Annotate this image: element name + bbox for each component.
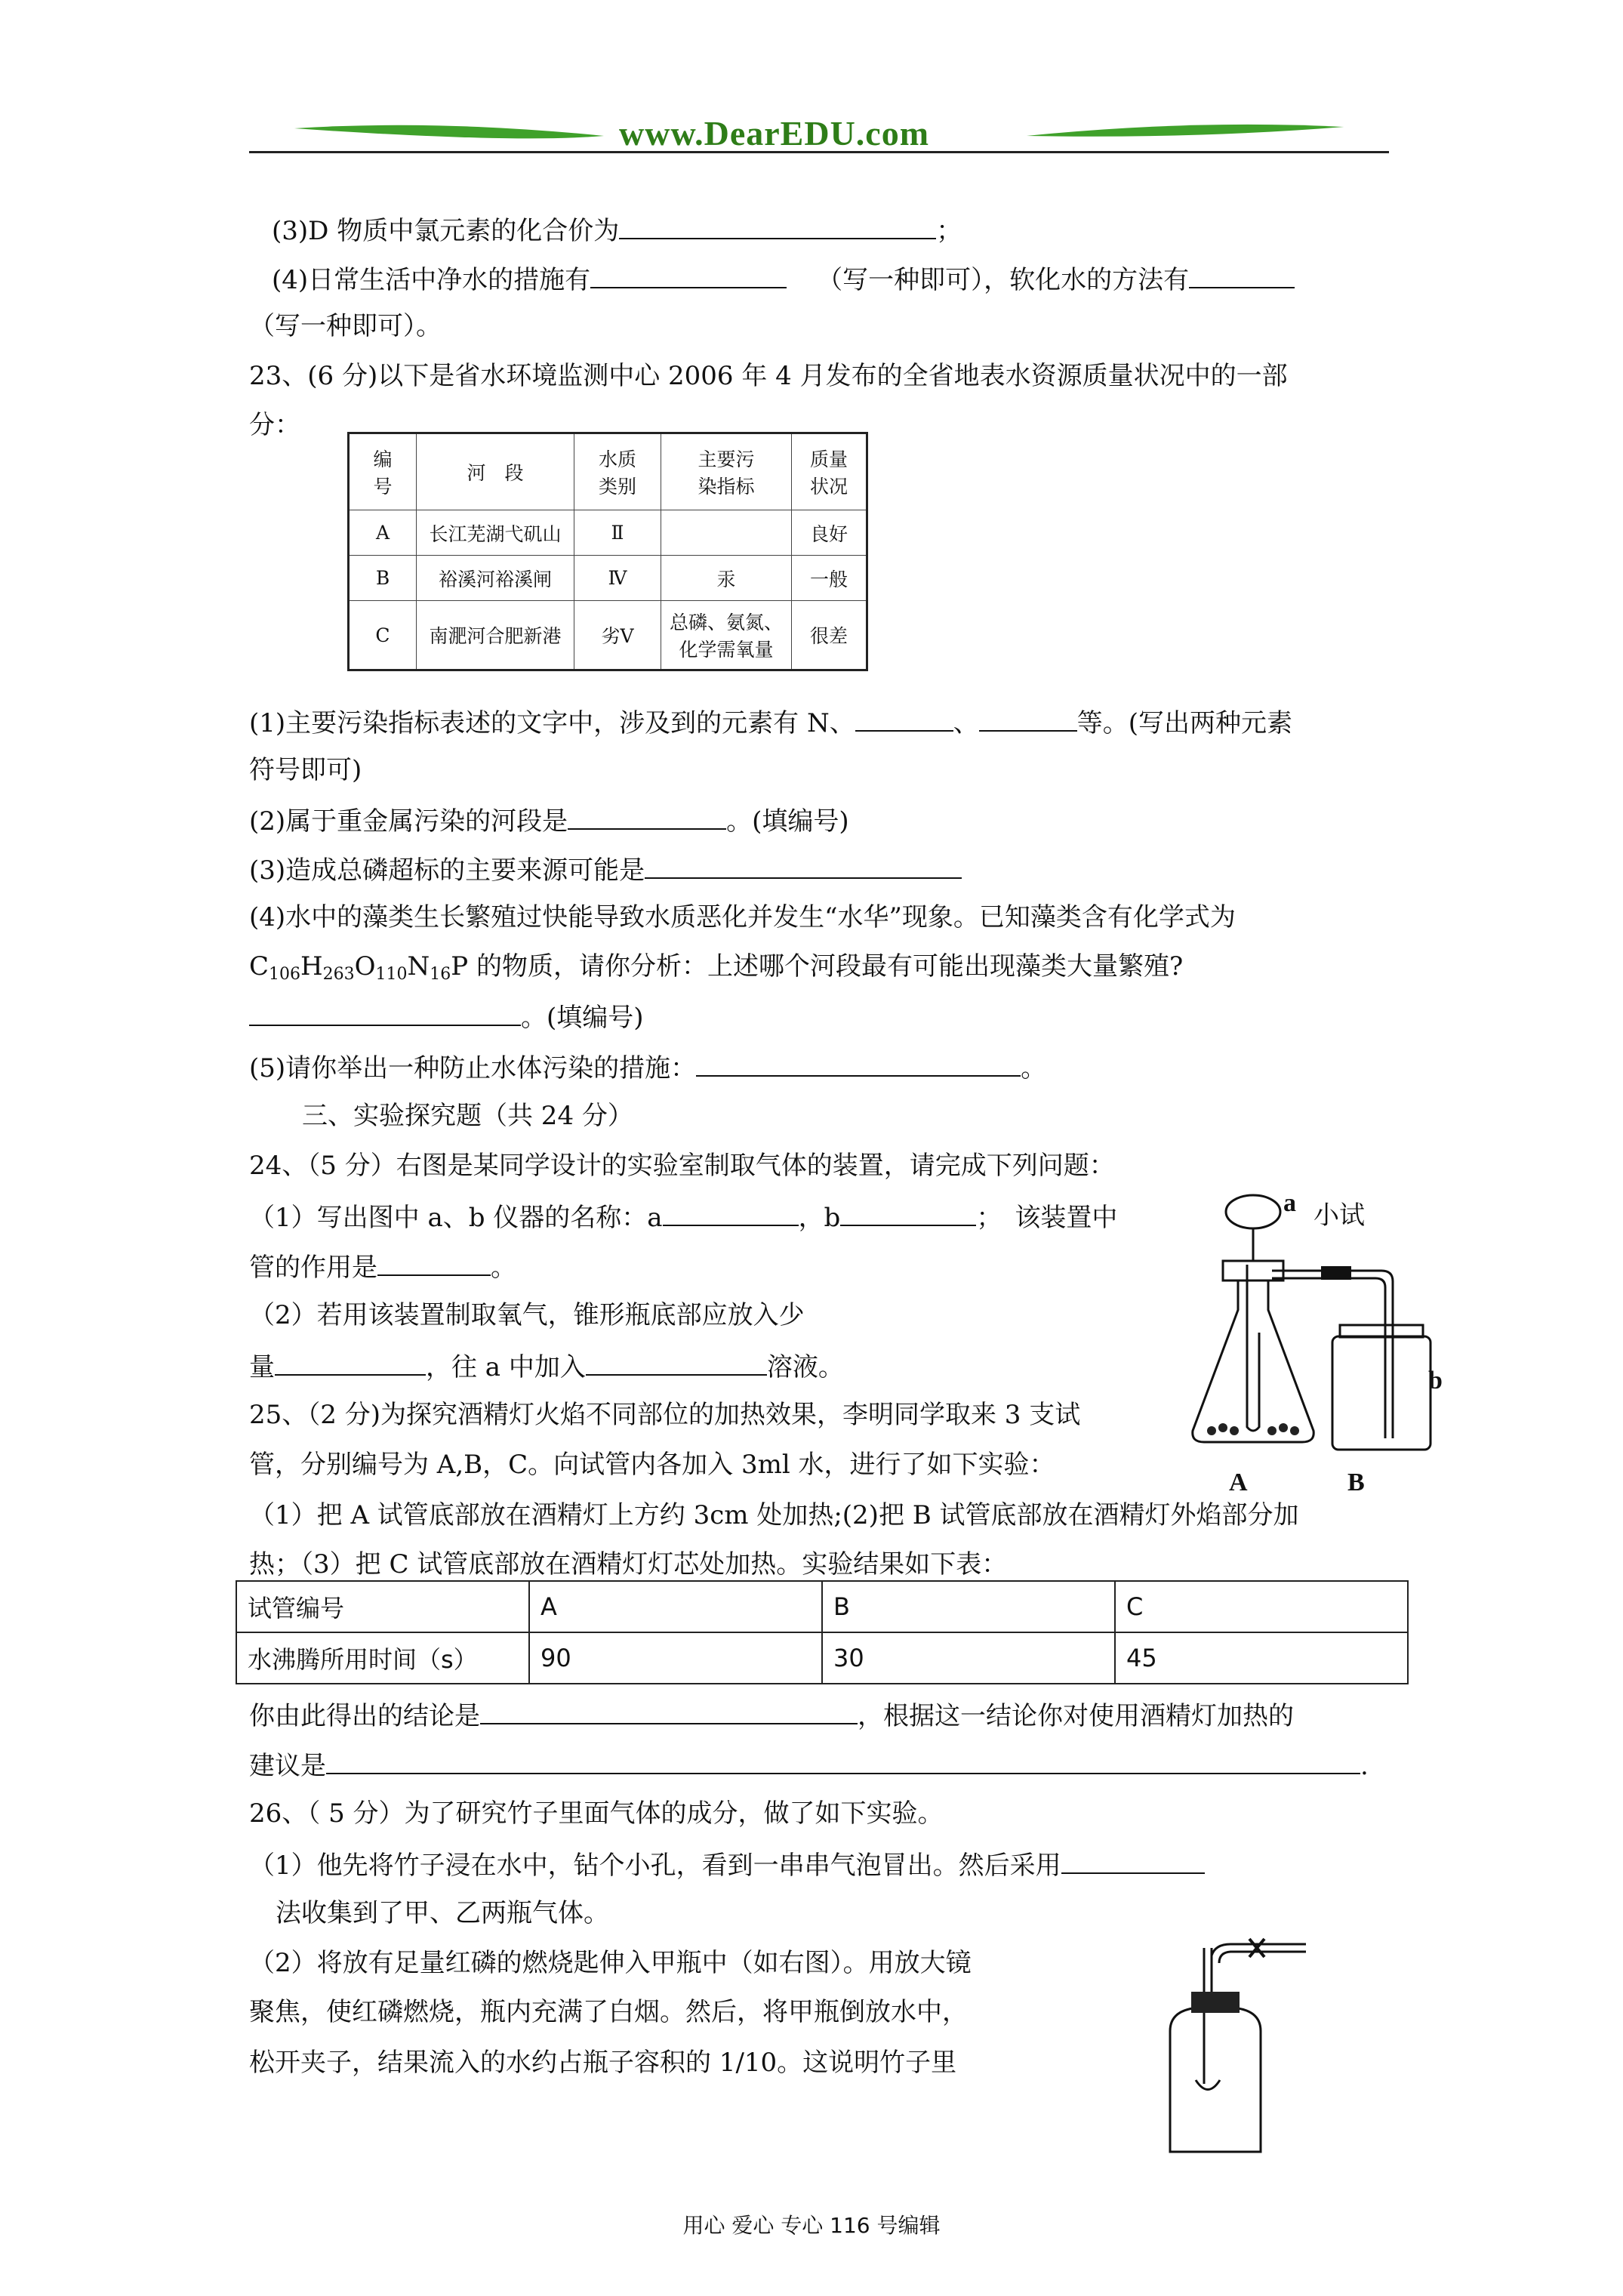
fig-label-A: A <box>1229 1469 1248 1496</box>
q25-suggestion: 建议是 . <box>249 1749 1369 1781</box>
q23-s3: (3)造成总磷超标的主要来源可能是 <box>249 853 962 886</box>
q23-s4-formula-line: $C_{106}H_{263}O_{110}N_{16}P$ 的物质，请你分析：上述哪个河段最有可能出现藻类大量繁殖? <box>249 951 1184 984</box>
q23-s1: (1)主要污染指标表述的文字中，涉及到的元素有 N、 、 等。(写出两种元素 <box>249 706 1292 738</box>
q24-s2-cont: 量 ，往 a 中加入 溶液。 <box>249 1350 844 1382</box>
q24-s1: （1）写出图中 a、b 仪器的名称：a ，b ； 该装置中 <box>249 1200 1117 1233</box>
q25-conclusion: 你由此得出的结论是 ，根据这一结论你对使用酒精灯加热的 <box>249 1699 1294 1731</box>
q26-s2-cont-1: 聚焦，使红磷燃烧，瓶内充满了白烟。然后，将甲瓶倒放水中， <box>249 1997 968 2027</box>
fig-label-B: B <box>1347 1469 1365 1496</box>
table-row: B 裕溪河裕溪闸 Ⅳ 汞 一般 <box>349 556 867 601</box>
q24-s1-cont: 管的作用是 。 <box>249 1250 516 1283</box>
algae-formula: $C_{106}H_{263}O_{110}N_{16}P$ <box>249 951 469 984</box>
q23-intro-2: 分： <box>249 410 300 440</box>
fig-label-b: b <box>1428 1367 1443 1395</box>
q22-line4-cont: （写一种即可）。 <box>249 311 442 341</box>
q23-s2: (2)属于重金属污染的河段是 。(填编号) <box>249 804 849 837</box>
q23-s1-cont: 符号即可) <box>249 755 362 785</box>
flame-heating-table <box>236 1580 1409 1684</box>
header-rule <box>249 151 1389 153</box>
q25-s2: 热；（3）把 C 试管底部放在酒精灯灯芯处加热。实验结果如下表： <box>249 1549 1008 1579</box>
q22-line3: (3)D 物质中氯元素的化合价为 ； <box>272 214 962 246</box>
site-logo: www.DearEDU.com <box>619 114 930 153</box>
q25-intro-2: 管，分别编号为 A,B，C。向试管内各加入 3ml 水，进行了如下实验： <box>249 1450 1055 1480</box>
page-footer: 用心 爱心 专心 116 号编辑 <box>682 2213 941 2238</box>
q25-s1: （1）把 A 试管底部放在酒精灯上方约 3cm 处加热;(2)把 B 试管底部放在酒精灯外焰部分加 <box>249 1500 1299 1530</box>
gas-generation-apparatus <box>1178 1182 1442 1499</box>
table-header-row: 编 号 河 段 水质 类别 主要污 染指标 质量 状况 <box>349 433 867 510</box>
table-row: 试管编号 A B C <box>236 1581 1408 1632</box>
q24-intro: 24、（5 分）右图是某同学设计的实验室制取气体的装置，请完成下列问题： <box>249 1151 1115 1181</box>
river-quality-table <box>347 432 868 671</box>
q26-s2-cont-2: 松开夹子，结果流入的水约占瓶子容积的 1/10。这说明竹子里 <box>249 2048 957 2078</box>
q26-s1-cont: 法收集到了甲、乙两瓶气体。 <box>276 1898 609 1928</box>
q26-intro: 26、（ 5 分）为了研究竹子里面气体的成分，做了如下实验。 <box>249 1798 944 1829</box>
q23-intro-1: 23、(6 分)以下是省水环境监测中心 2006 年 4 月发布的全省地表水资源质量状况中的一部 <box>249 361 1288 391</box>
q23-s5: (5)请你举出一种防止水体污染的措施： 。 <box>249 1051 1046 1083</box>
table-row: 水沸腾所用时间（s） 90 30 45 <box>236 1632 1408 1684</box>
q23-s4: (4)水中的藻类生长繁殖过快能导致水质恶化并发生“水华”现象。已知藻类含有化学式为 <box>249 902 1236 932</box>
q23-s4-answer: 。(填编号) <box>249 1000 644 1033</box>
q24-s1-tail: 小试 <box>1313 1200 1365 1231</box>
q24-s2: （2）若用该装置制取氧气，锥形瓶底部应放入少 <box>249 1300 805 1330</box>
q26-s2: （2）将放有足量红磷的燃烧匙伸入甲瓶中（如右图）。用放大镜 <box>249 1948 972 1978</box>
q26-s1: （1）他先将竹子浸在水中，钻个小孔，看到一串串气泡冒出。然后采用 <box>249 1848 1205 1881</box>
table-row: A 长江芜湖弋矶山 Ⅱ 良好 <box>349 510 867 556</box>
phosphorus-bottle-figure <box>1132 1933 1329 2159</box>
q22-line4: (4)日常生活中净水的措施有 （写一种即可），软化水的方法有 <box>272 263 1295 295</box>
section-title: 三、实验探究题（共 24 分） <box>302 1101 633 1131</box>
table-row: C 南淝河合肥新港 劣Ⅴ 总磷、氨氮、 化学需氧量 很差 <box>349 601 867 670</box>
q25-intro-1: 25、（2 分)为探究酒精灯火焰不同部位的加热效果，李明同学取来 3 支试 <box>249 1400 1081 1430</box>
fig-label-a: a <box>1283 1189 1296 1217</box>
